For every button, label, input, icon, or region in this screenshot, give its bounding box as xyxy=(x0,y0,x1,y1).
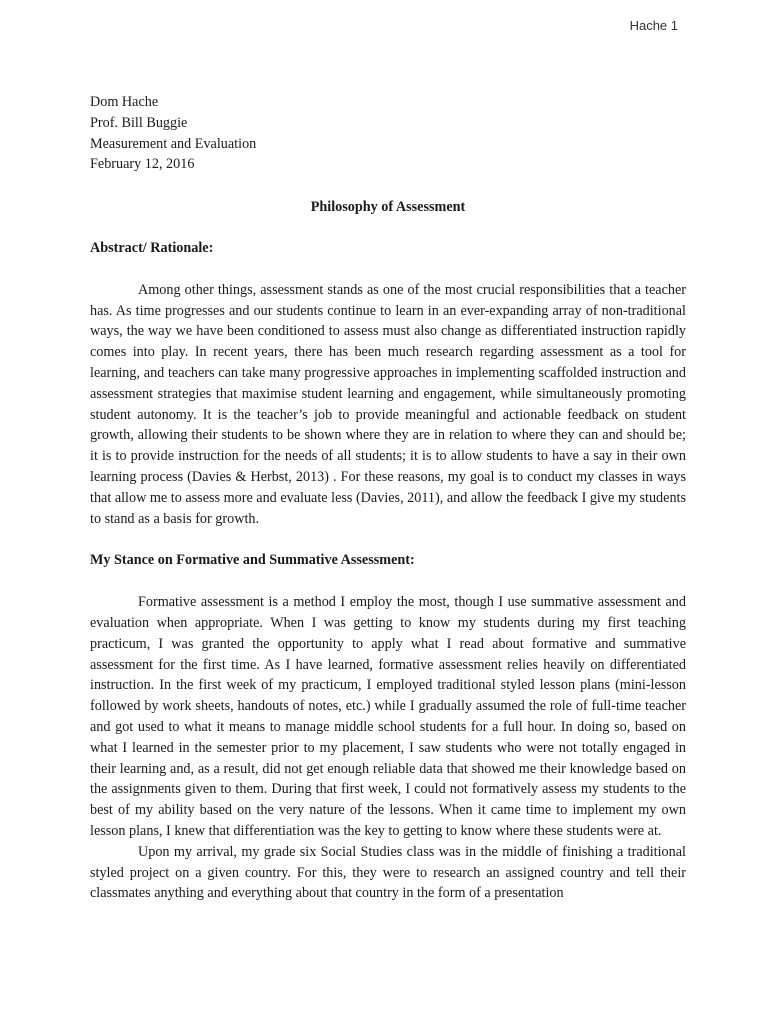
professor-name: Prof. Bill Buggie xyxy=(90,114,188,131)
author-name: Dom Hache xyxy=(90,94,159,110)
paragraph: Formative assessment is a method I employ the most, though I use summative assessment and evaluation when appropriate. When I was getting to know my students during my first teaching practicum, I was granted the opportunity to apply what I read about formative and summative assessment for the first time. As I have learned, formative assessment relies heavily on differentiated instruction. In the first week of my practicum, I employed traditional styled lesson plans (mini-lesson followed by work sheets, handouts of notes, etc.) while I gradually assumed the role of full-time teacher and got used to what it means to manage middle school students for a full hour. In doing so, based on what I learned in the semester prior to my placement, I saw students who were not totally engaged in their learning and, as a result, did not get enough reliable data that showed me their knowledge based on the assignments given to them. During that first week, I could not formatively assess my students to the best of my ability based on the very nature of the lessons. When it came time to implement my own lesson plans, I knew that differentiation was the key to getting to know where these students were at. xyxy=(90,594,686,839)
heading-block xyxy=(90,92,686,175)
running-head: Hache 1 xyxy=(629,18,678,33)
submission-date: February 12, 2016 xyxy=(90,156,195,173)
course-name: Measurement and Evaluation xyxy=(90,135,257,152)
paragraph: Among other things, assessment stands as one of the most crucial responsibilities that a teacher has. As time progresses and our students continue to learn in an ever-expanding array of non-traditional ways, the way we have been conditioned to assess must also change as differentiated instruction rapidly comes into play. In recent years, there has been much research regarding assessment as a tool for learning, and teachers can take many progressive approaches in implementing scaffolded instruction and assessment strategies that maximise student learning and engagement, while simultaneously promoting student autonomy. It is the teacher’s job to provide meaningful and actionable feedback on student growth, allowing their students to be shown where they are in relation to where they can and should be; it is to provide instruction for the needs of all students; it is to allow students to have a say in their own learning process (Davies & Herbst, 2013) . For these reasons, my goal is to conduct my classes in ways that allow me to assess more and evaluate less (Davies, 2011), and allow the feedback I give my students to stand as a basis for growth. xyxy=(90,281,686,527)
document-title: Philosophy of Assessment xyxy=(310,199,466,216)
paragraph: Upon my arrival, my grade six Social Studies class was in the middle of finishing a traditional styled project on a given country. For this, they were to research an assigned country and tell their classmates anything and everything about that country in the form of a presentation xyxy=(90,843,686,902)
section-heading: My Stance on Formative and Summative Assessment: xyxy=(90,552,415,569)
document-body xyxy=(90,92,686,904)
section-stance xyxy=(90,550,686,904)
section-abstract xyxy=(90,238,686,529)
section-heading: Abstract/ Rationale: xyxy=(90,239,214,256)
